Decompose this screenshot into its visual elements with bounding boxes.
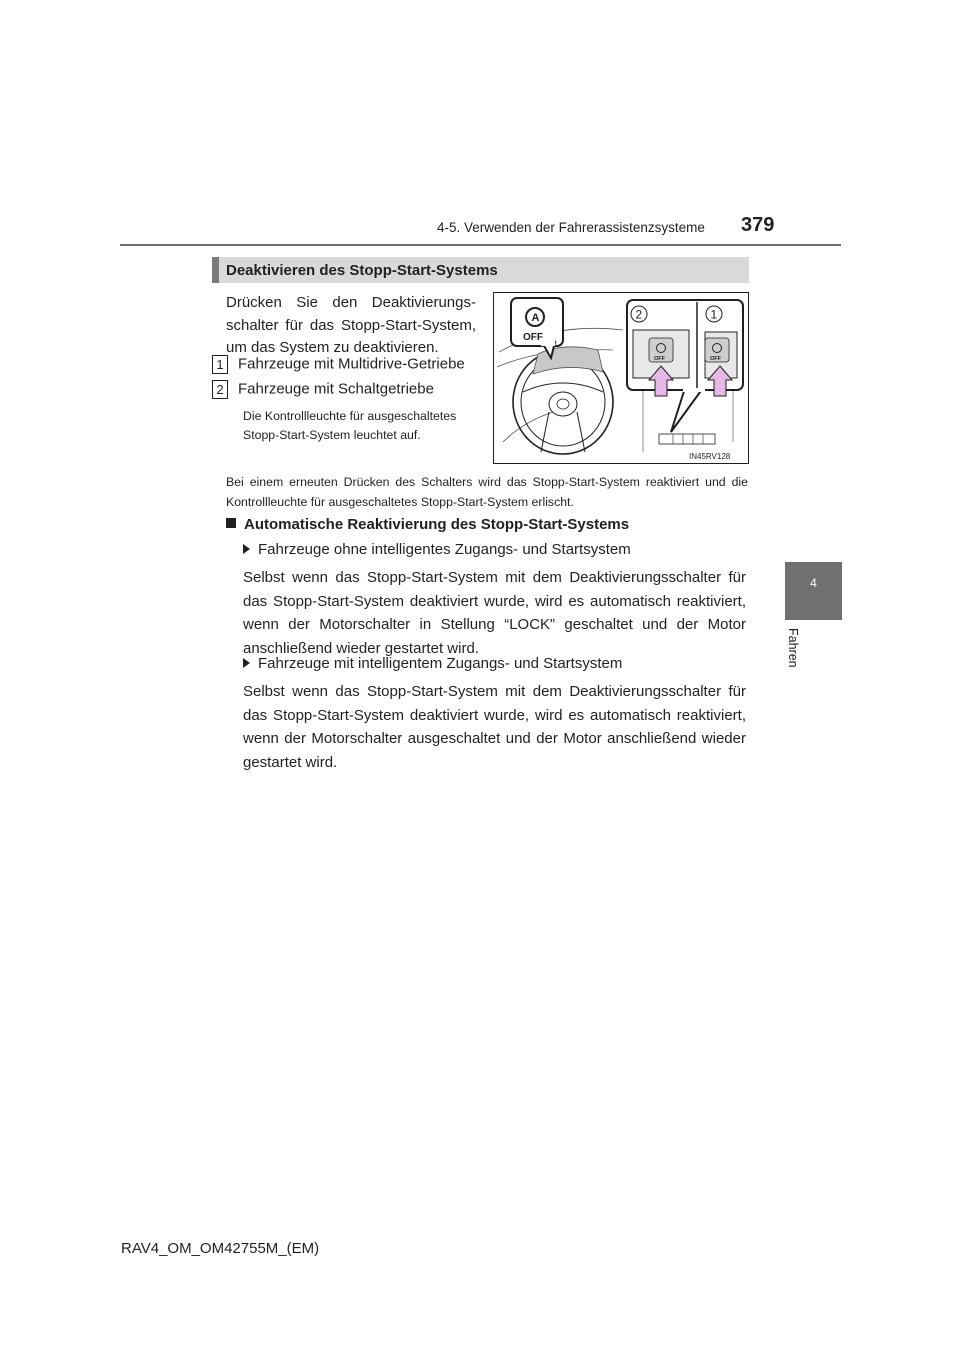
callout-label-2: 2 bbox=[635, 307, 643, 322]
switch-off-label-2: OFF bbox=[654, 356, 665, 362]
subsection-heading bbox=[226, 516, 629, 533]
callout-label-1: 1 bbox=[710, 307, 718, 322]
square-bullet-icon bbox=[226, 518, 236, 528]
bullet-1-text: Fahrzeuge ohne intelligentes Zugangs- und Startsystem bbox=[258, 541, 631, 558]
svg-text:A: A bbox=[531, 312, 540, 324]
step-2 bbox=[212, 380, 434, 399]
bullet-2-text: Fahrzeuge mit intelligentem Zugangs- und Startsystem bbox=[258, 655, 623, 672]
step-1 bbox=[212, 355, 465, 374]
subsection-title: Automatische Reaktivierung des Stopp-Start-Systems bbox=[244, 516, 630, 533]
bullet-1 bbox=[243, 541, 631, 558]
illustration-code: IN45RV128 bbox=[689, 452, 731, 461]
switch-off-label-1: OFF bbox=[710, 356, 721, 362]
callout-off-label: OFF bbox=[523, 332, 543, 343]
section-title: Deaktivieren des Stopp-Start-Systems bbox=[226, 262, 498, 279]
triangle-bullet-icon bbox=[243, 658, 250, 668]
chapter-label bbox=[780, 628, 804, 678]
step-2-text: Fahrzeuge mit Schaltgetriebe bbox=[238, 380, 434, 398]
bullet-2 bbox=[243, 655, 622, 672]
step-1-text: Fahrzeuge mit Multidrive-Getriebe bbox=[238, 355, 465, 373]
stop-start-switch-illustration bbox=[493, 292, 749, 464]
paragraph-1: Selbst wenn das Stopp-Start-System mit dem Deaktivierungsschalter für das Stopp-Start-System deaktiviert wurde, wird es automatisch reaktiviert, wenn der Motorschalter in Stellung “LOCK” geschaltet und der Motor anschließend wieder gestartet wird. bbox=[243, 569, 746, 657]
section-intro: Drücken Sie den Deaktivierungs-schalter für das Stopp-Start-System, um das System zu deaktivieren. bbox=[226, 294, 476, 356]
header-section-title: 4-5. Verwenden der Fahrerassistenzsysteme bbox=[437, 220, 705, 235]
section-title-accent bbox=[212, 257, 219, 283]
triangle-bullet-icon bbox=[243, 544, 250, 554]
footer-code: RAV4_OM_OM42755M_(EM) bbox=[121, 1240, 320, 1257]
chapter-tab bbox=[785, 562, 842, 620]
paragraph-2: Selbst wenn das Stopp-Start-System mit dem Deaktivierungsschalter für das Stopp-Start-System deaktiviert wurde, wird es automatisch reaktiviert, wenn der Motorschalter ausgeschaltet und der Motor anschließend wieder gestartet wird. bbox=[243, 683, 746, 771]
header-rule bbox=[120, 244, 841, 246]
chapter-number: 4 bbox=[810, 576, 817, 590]
step-1-number: 1 bbox=[212, 355, 228, 374]
page-number: 379 bbox=[741, 214, 775, 236]
note-indicator-on: Die Kontrollleuchte für ausgeschaltetes Stopp-Start-System leuchtet auf. bbox=[243, 409, 457, 442]
note-reactivation: Bei einem erneuten Drücken des Schalters wird das Stopp-Start-System reaktiviert und die Kontrollleuchte für ausgeschaltetes Stopp-Start-System erlischt. bbox=[226, 475, 748, 509]
chapter-label-text: Fahren bbox=[786, 628, 800, 668]
step-2-number: 2 bbox=[212, 380, 228, 399]
